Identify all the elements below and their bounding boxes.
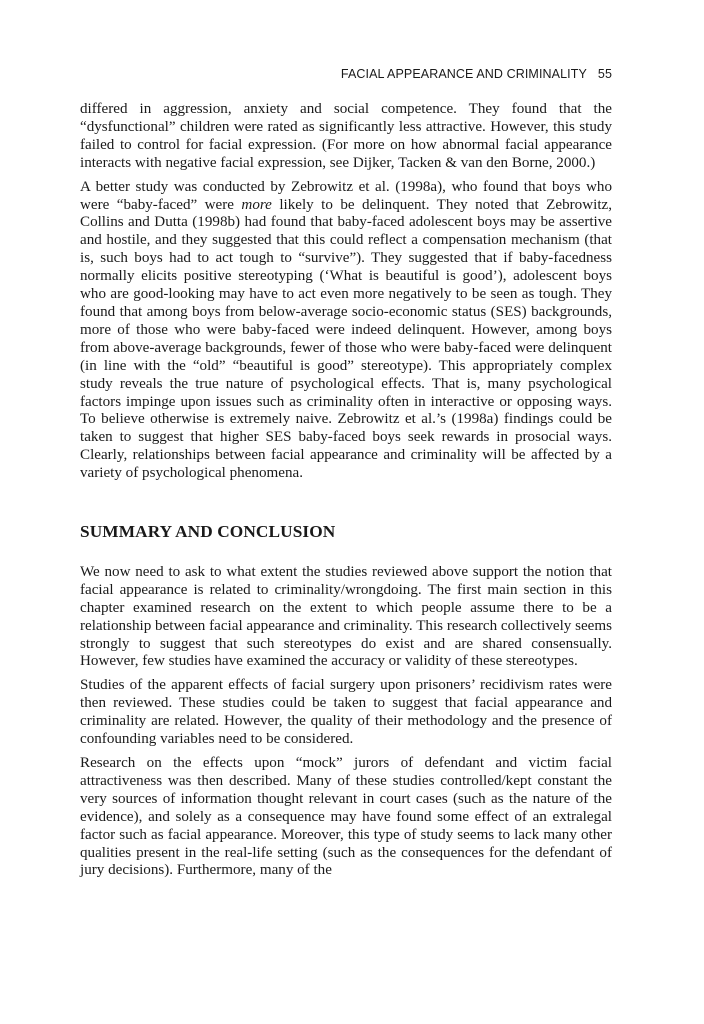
- paragraph-2-part-1: A better study was conducted by Zebrowitz et al. (1998a), who found that boys who were “baby-faced” were: [80, 178, 612, 213]
- paragraph-3: We now need to ask to what extent the studies reviewed above support the notion that facial appearance is related to criminality/wrongdoing. The first main section in this chapter examined research on the extent to which people assume there to be a relationship between facial appearance and criminality. This research collectively seems strongly to suggest that such stereotypes do exist and are shared consensually. However, few studies have examined the accuracy or validity of these stereotypes.: [80, 563, 612, 670]
- paragraph-4: Studies of the apparent effects of facial surgery upon prisoners’ recidivism rates were then reviewed. These studies could be taken to suggest that facial appearance and criminality are related. However, the quality of their methodology and the presence of confounding variables need to be considered.: [80, 677, 612, 748]
- paragraph-2-part-2: likely to be delinquent. They noted that Zebrowitz, Collins and Dutta (1998b) had found that baby-faced adolescent boys may be assertive and hostile, and they suggested that this could reflect a compensation mechanism (that is, such boys had to act tough to “survive”). They suggested that if baby-facedness normally elicits positive stereotyping (‘What is beautiful is good’), adolescent boys who are good-looking may have to act even more negatively to be seen as tough. They found that among boys from below-average socio-economic status (SES) backgrounds, more of those who were baby-faced were indeed delinquent. However, among boys from above-average backgrounds, fewer of those who were baby-faced were delinquent (in line with the “old” “beautiful is good” stereotype). This appropriately complex study reveals the true nature of psychological effects. That is, many psychological factors impinge upon issues such as criminality often in interactive or opposing ways. To believe otherwise is extremely naive. Zebrowitz et al.’s (1998a) findings could be taken to suggest that higher SES baby-faced boys seek rewards in prosocial ways. Clearly, relationships between facial appearance and criminality will be affected by a variety of psychological phenomena.: [80, 196, 612, 482]
- body-text: [80, 101, 612, 886]
- paragraph-1: differed in aggression, anxiety and social competence. They found that the “dysfunctional” children were rated as significantly less attractive. However, this study failed to control for facial expression. (For more on how abnormal facial appearance interacts with negative facial expression, see Dijker, Tacken & van den Borne, 2000.): [80, 101, 612, 171]
- running-head-title: FACIAL APPEARANCE AND CRIMINALITY: [340, 67, 587, 81]
- paragraph-2-emphasis: more: [241, 196, 272, 213]
- paragraph-5: Research on the effects upon “mock” jurors of defendant and victim facial attractiveness was then described. Many of these studies controlled/kept constant the very sources of information thought relevant in court cases (such as the nature of the evidence), and solely as a consequence may have found some effect of an extralegal factor such as facial appearance. Moreover, this type of study seems to lack many other qualities present in the real-life setting (such as the consequences for the defendant of jury decisions). Furthermore, many of the: [80, 755, 612, 879]
- section-heading: SUMMARY AND CONCLUSION: [80, 522, 336, 542]
- paragraph-2: [80, 179, 612, 483]
- running-head: [80, 67, 612, 81]
- page-number: 55: [597, 67, 612, 81]
